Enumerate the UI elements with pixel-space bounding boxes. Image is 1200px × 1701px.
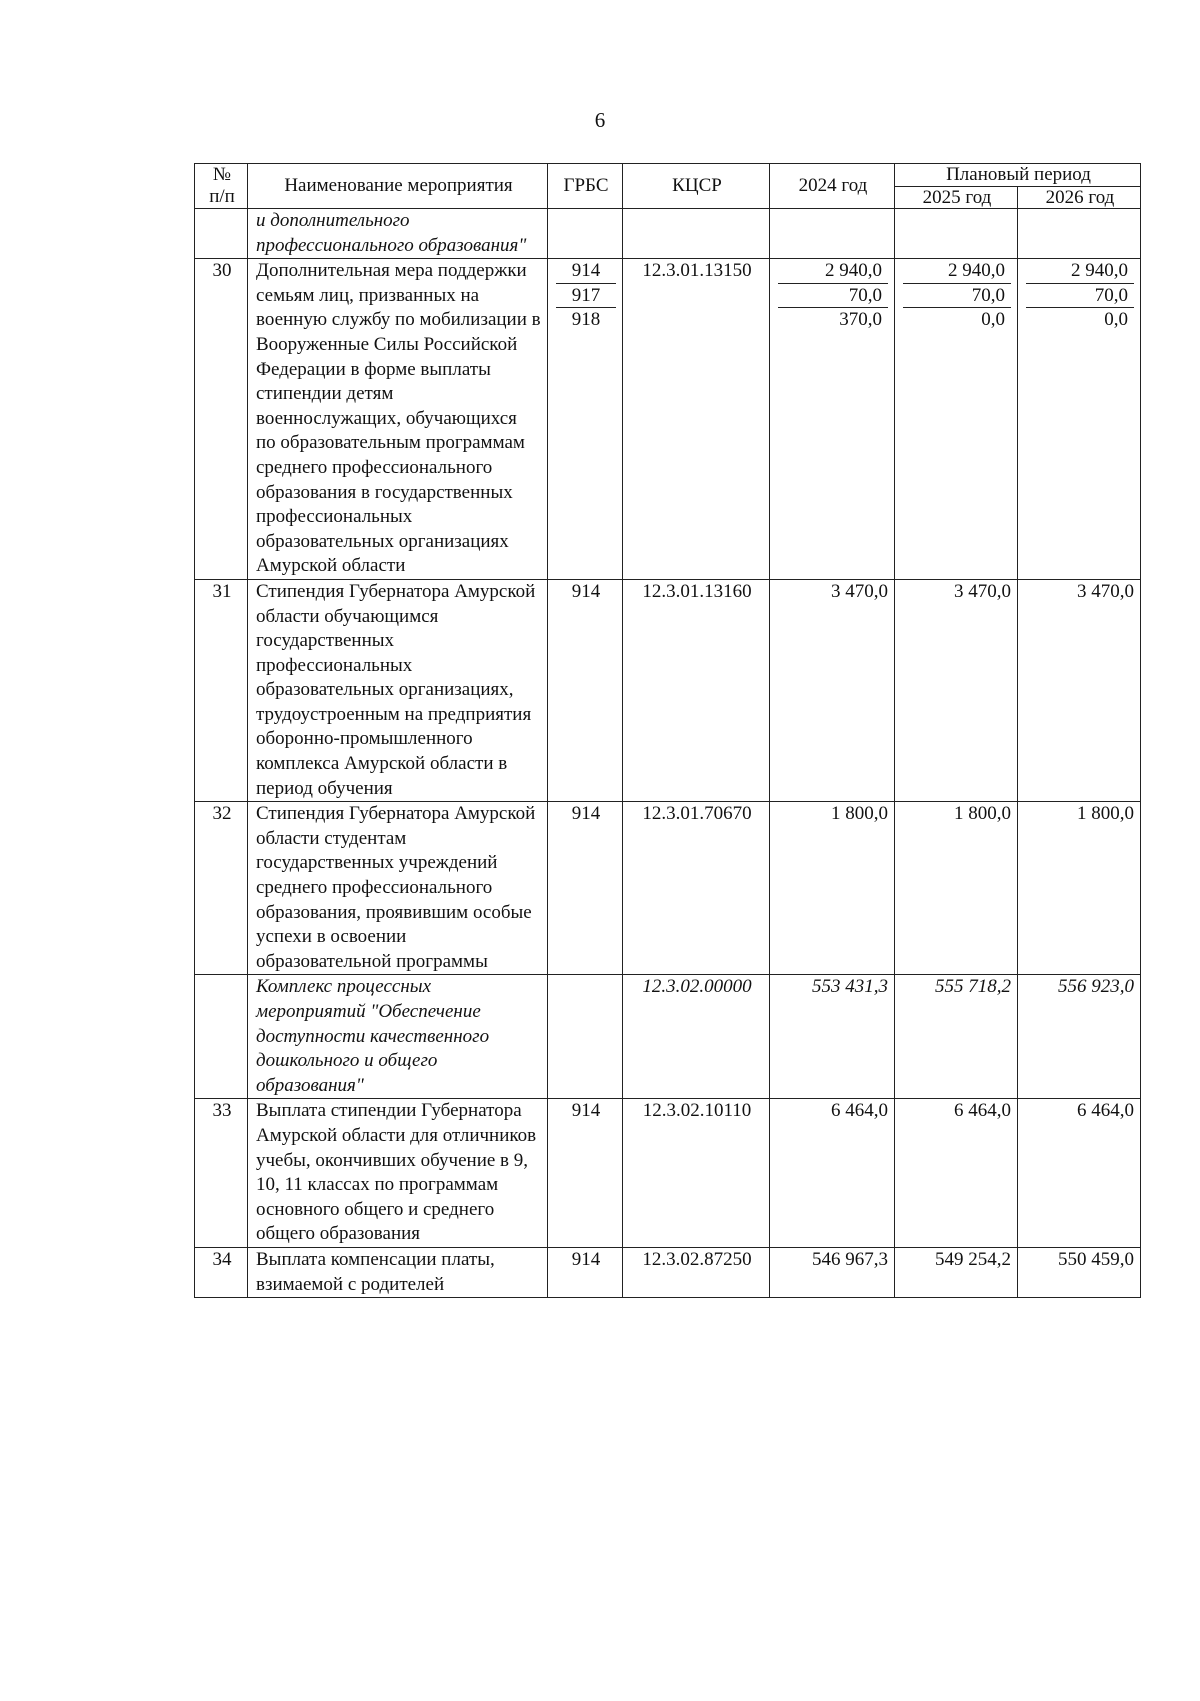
cell-2024: 553 431,3 (770, 975, 895, 1099)
table-row-complex (195, 975, 1141, 1099)
cell-kcsr: 12.3.02.10110 (623, 1099, 770, 1248)
header-planned-period: Плановый период (895, 164, 1141, 187)
cell-2025: 1 800,0 (895, 802, 1018, 975)
cell-name: и дополнительного профессионального образования" (248, 209, 548, 259)
page-number: 6 (594, 108, 606, 132)
amount-value: 0,0 (981, 309, 1005, 331)
cell-name: Выплата компенсации платы, взимаемой с родителей (248, 1247, 548, 1297)
cell-name: Стипендия Губернатора Амурской области студентам государственных учреждений среднего профессионального образования, проявившим особые успехи в освоении образовательной программы (248, 802, 548, 975)
amount-value: 70,0 (778, 284, 888, 309)
cell-2026: 556 923,0 (1018, 975, 1141, 1099)
cell-2025: 6 464,0 (895, 1099, 1018, 1248)
cell-2026: 6 464,0 (1018, 1099, 1141, 1248)
cell-2025 (895, 259, 1018, 580)
cell-grbs (548, 975, 623, 1099)
cell-kcsr: 12.3.01.70670 (623, 802, 770, 975)
header-2026: 2026 год (1018, 186, 1141, 209)
grbs-value: 917 (556, 284, 616, 309)
cell-2026: 3 470,0 (1018, 579, 1141, 801)
table-header (195, 164, 1141, 209)
cell-grbs: 914 (548, 579, 623, 801)
grbs-value: 914 (556, 259, 616, 284)
cell-num (195, 975, 248, 1099)
budget-table (194, 163, 1141, 1298)
cell-num: 33 (195, 1099, 248, 1248)
cell-2025: 3 470,0 (895, 579, 1018, 801)
header-2025: 2025 год (895, 186, 1018, 209)
table-row (195, 579, 1141, 801)
amount-value: 2 940,0 (778, 259, 888, 284)
cell-name: Стипендия Губернатора Амурской области обучающимся государственных профессиональных образовательных организациях, трудоустроенным на предприятия оборонно-промышленного комплекса Амурской области в период обучения (248, 579, 548, 801)
grbs-value: 918 (571, 309, 601, 331)
table-row (195, 259, 1141, 580)
cell-name: Выплата стипендии Губернатора Амурской области для отличников учебы, окончивших обучение в 9, 10, 11 классах по программам основного общего и среднего общего образования (248, 1099, 548, 1248)
cell-num: 32 (195, 802, 248, 975)
cell-2026 (1018, 259, 1141, 580)
cell-kcsr: 12.3.01.13160 (623, 579, 770, 801)
cell-kcsr: 12.3.01.13150 (623, 259, 770, 580)
cell-2024: 1 800,0 (770, 802, 895, 975)
cell-2025: 549 254,2 (895, 1247, 1018, 1297)
header-kcsr: КЦСР (623, 164, 770, 209)
cell-2024: 3 470,0 (770, 579, 895, 801)
cell-num (195, 209, 248, 259)
amount-value: 0,0 (1104, 309, 1129, 331)
cell-2026: 1 800,0 (1018, 802, 1141, 975)
cell-grbs: 914 (548, 802, 623, 975)
amount-value: 70,0 (1026, 284, 1134, 309)
cell-num: 31 (195, 579, 248, 801)
cell-grbs (548, 259, 623, 580)
amount-value: 2 940,0 (1026, 259, 1134, 284)
amount-value: 370,0 (839, 309, 882, 331)
header-name: Наименование мероприятия (248, 164, 548, 209)
cell-2024: 6 464,0 (770, 1099, 895, 1248)
cell-grbs: 914 (548, 1099, 623, 1248)
cell-2024 (770, 259, 895, 580)
cell-name: Дополнительная мера поддержки семьям лиц, призванных на военную службу по мобилизации в Вооруженные Силы Российской Федерации в форме выплаты стипендии детям военнослужащих, обучающихся по образовательным программам среднего профессионального образования в государственных профессиональных образовательных организациях Амурской области (248, 259, 548, 580)
header-grbs: ГРБС (548, 164, 623, 209)
cell-name: Комплекс процессных мероприятий "Обеспечение доступности качественного дошкольного и общего образования" (248, 975, 548, 1099)
cell-num: 34 (195, 1247, 248, 1297)
table-row (195, 1099, 1141, 1248)
cell-num: 30 (195, 259, 248, 580)
table-row (195, 209, 1141, 259)
cell-grbs: 914 (548, 1247, 623, 1297)
header-2024: 2024 год (770, 164, 895, 209)
amount-value: 2 940,0 (903, 259, 1011, 284)
cell-2026: 550 459,0 (1018, 1247, 1141, 1297)
table-row (195, 802, 1141, 975)
cell-kcsr: 12.3.02.00000 (623, 975, 770, 1099)
cell-2024: 546 967,3 (770, 1247, 895, 1297)
header-num: № п/п (195, 164, 248, 209)
cell-2025: 555 718,2 (895, 975, 1018, 1099)
table-row (195, 1247, 1141, 1297)
cell-kcsr: 12.3.02.87250 (623, 1247, 770, 1297)
amount-value: 70,0 (903, 284, 1011, 309)
